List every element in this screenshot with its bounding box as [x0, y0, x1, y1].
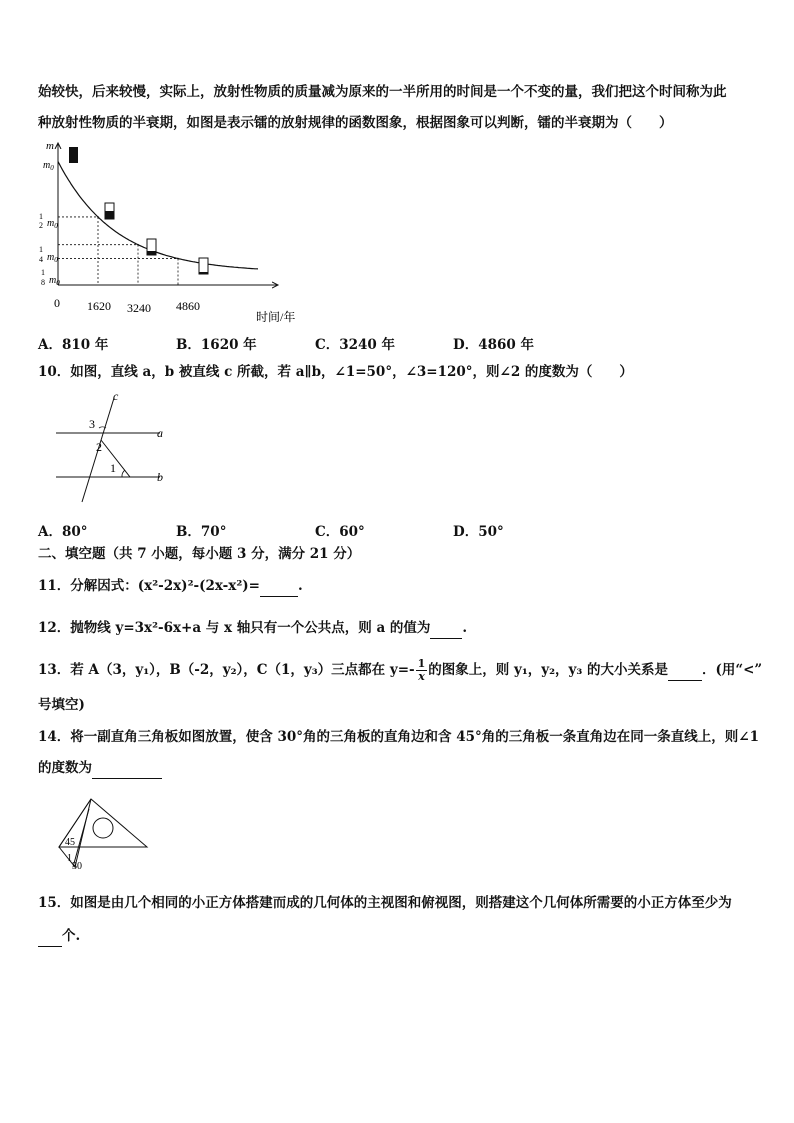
circle-hole — [93, 818, 113, 838]
label-a: a — [157, 426, 163, 440]
q12-answer-blank[interactable] — [430, 618, 462, 639]
y-axis-label: m — [46, 140, 54, 152]
y-tick-m0: $m_0$ — [43, 160, 54, 172]
q10-option-d[interactable]: D．50° — [453, 524, 504, 540]
angle1-arc — [122, 470, 125, 477]
q15 — [38, 926, 80, 947]
q13: 13．若 A（3，y₁），B（-2，y₂），C（1，y₃）三点都在 y=- $\frac{1}{x}$ 的图象上，则 y₁，y₂，y₃ 的大小关系是 ．(用“<” — [38, 657, 763, 683]
label-angle2: 2 — [96, 440, 102, 454]
q13-text: 13．若 A（3，y₁），B（-2，y₂），C（1，y₃）三点都在 y=- — [38, 662, 415, 678]
q15-line2: 个. — [62, 928, 81, 944]
q9-option-d[interactable]: D．4860 年 — [453, 337, 534, 353]
sample-icon-2 — [105, 203, 114, 219]
q13-line2: 号填空) — [38, 697, 85, 713]
q10-option-b[interactable]: B．70° — [176, 524, 227, 540]
q15-answer-blank[interactable] — [38, 926, 62, 947]
origin-label: 0 — [54, 296, 60, 310]
q9-stem-line2: 种放射性物质的半衰期，如图是表示镭的放射规律的函数图象，根据图象可以判断，镭的半衰期为（ ） — [38, 115, 673, 131]
label-angle3: 3 — [89, 417, 95, 431]
q13-answer-blank[interactable] — [668, 660, 702, 681]
q9-option-b[interactable]: B．1620 年 — [176, 337, 257, 353]
q12: 12．抛物线 y=3x²-6x+a 与 x 轴只有一个公共点，则 a 的值为 . — [38, 618, 467, 639]
x-tick-3240: 3240 — [127, 301, 151, 315]
label-30: 30 — [72, 861, 82, 870]
label-45: 45 — [65, 837, 75, 848]
q10-option-c[interactable]: C．60° — [315, 524, 365, 540]
data-point-4860 — [177, 258, 179, 260]
q10-stem: 10．如图，直线 a，b 被直线 c 所截，若 a∥b，∠1=50°，∠3=120°，则∠2 的度数为（ ） — [38, 364, 633, 380]
x-tick-4860: 4860 — [176, 299, 200, 313]
q15-line1: 15．如图是由几个相同的小正方体搭建而成的几何体的主视图和俯视图，则搭建这个几何体所需要的小正方体至少为 — [38, 895, 732, 911]
q14 — [38, 758, 162, 779]
q14-line1: 14．将一副直角三角板如图放置，使含 30°角的三角板的直角边和含 45°角的三角板一条直角边在同一条直线上，则∠1 — [38, 729, 759, 745]
guide-lines — [58, 217, 178, 285]
q10-figure — [52, 390, 172, 506]
x-tick-1620: 1620 — [87, 299, 111, 313]
y-tick-eighth-num: 1 — [41, 268, 45, 277]
label-c: c — [113, 390, 119, 403]
label-b: b — [157, 470, 163, 484]
y-tick-half-num: 1 — [39, 212, 43, 221]
sample-icon-4 — [199, 258, 208, 274]
svg-text:m0: $m_0$ — [49, 275, 60, 287]
y-tick-half-den: 2 — [39, 221, 43, 230]
data-point-3240 — [137, 244, 139, 246]
q14-answer-blank[interactable] — [92, 758, 162, 779]
y-tick-quarter-den: 4 — [39, 255, 43, 264]
q11-answer-blank[interactable] — [260, 576, 298, 597]
x-axis-label: 时间/年 — [256, 310, 296, 324]
q9-option-a[interactable]: A．810 年 — [38, 337, 109, 353]
q9-stem-line1: 始较快，后来较慢，实际上，放射性物质的质量减为原来的一半所用的时间是一个不变的量，我们把这个时间称为此 — [38, 84, 727, 100]
q13-fraction: $\frac{1}{x}$ — [417, 657, 426, 683]
triangle-30 — [59, 799, 91, 867]
label-angle1: 1 — [110, 461, 116, 475]
q12-text: 12．抛物线 y=3x²-6x+a 与 x 轴只有一个公共点，则 a 的值为 — [38, 620, 431, 636]
sample-icon-3 — [147, 239, 156, 255]
q11-text: 11．分解因式：(x²-2x)²-(2x-x²)= — [38, 578, 260, 594]
q14-line2: 的度数为 — [38, 760, 92, 776]
data-point-1620 — [97, 216, 99, 218]
svg-text:m0: $m_0$ — [47, 252, 58, 264]
q14-figure — [55, 795, 155, 870]
section-heading: 二、填空题（共 7 小题，每小题 3 分，满分 21 分） — [38, 546, 361, 562]
q11: 11．分解因式：(x²-2x)²-(2x-x²)= . — [38, 576, 303, 597]
q10-option-a[interactable]: A．80° — [38, 524, 88, 540]
decay-curve — [58, 162, 258, 269]
svg-text:m0: $m_0$ — [47, 218, 58, 230]
label-angle1: 1 — [67, 853, 72, 864]
sample-icon-1 — [69, 147, 78, 163]
y-tick-eighth-den: 8 — [41, 278, 45, 287]
y-tick-quarter-num: 1 — [39, 245, 43, 254]
radium-decay-graph — [30, 135, 320, 330]
q9-option-c[interactable]: C．3240 年 — [315, 337, 396, 353]
